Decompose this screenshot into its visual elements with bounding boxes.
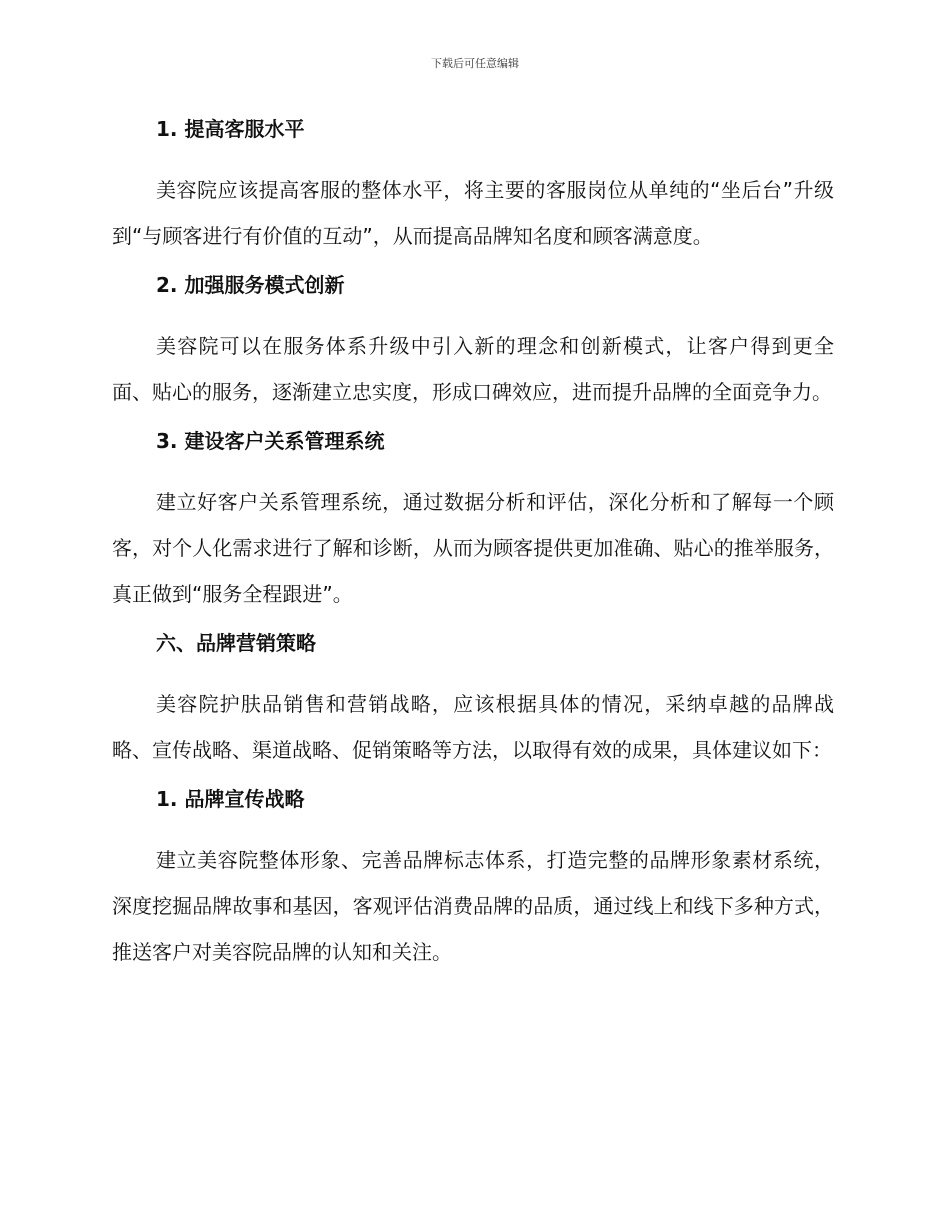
section-heading: 六、品牌营销策略 bbox=[156, 631, 316, 655]
paragraph: 美容院应该提高客服的整体水平，将主要的客服岗位从单纯的“坐后台”升级到“与顾客进行有价值的互动”，从而提高品牌知名度和顾客满意度。 bbox=[112, 178, 834, 248]
page-header: 下载后可任意编辑 bbox=[431, 57, 519, 70]
document-body bbox=[112, 115, 834, 987]
paragraph: 美容院可以在服务体系升级中引入新的理念和创新模式，让客户得到更全面、贴心的服务，逐渐建立忠实度，形成口碑效应，进而提升品牌的全面竞争力。 bbox=[112, 334, 834, 404]
paragraph: 美容院护肤品销售和营销战略，应该根据具体的情况，采纳卓越的品牌战略、宣传战略、渠道战略、促销策略等方法，以取得有效的成果，具体建议如下： bbox=[112, 692, 834, 762]
section-heading: 2. 加强服务模式创新 bbox=[156, 273, 345, 297]
section-heading: 1. 品牌宣传战略 bbox=[156, 787, 305, 811]
paragraph: 建立好客户关系管理系统，通过数据分析和评估，深化分析和了解每一个顾客，对个人化需求进行了解和诊断，从而为顾客提供更加准确、贴心的推举服务，真正做到“服务全程跟进”。 bbox=[112, 490, 834, 606]
section-heading: 1. 提高客服水平 bbox=[156, 117, 305, 141]
section-heading: 3. 建设客户关系管理系统 bbox=[156, 429, 385, 453]
paragraph: 建立美容院整体形象、完善品牌标志体系，打造完整的品牌形象素材系统，深度挖掘品牌故事和基因，客观评估消费品牌的品质，通过线上和线下多种方式，推送客户对美容院品牌的认知和关注。 bbox=[112, 848, 834, 964]
